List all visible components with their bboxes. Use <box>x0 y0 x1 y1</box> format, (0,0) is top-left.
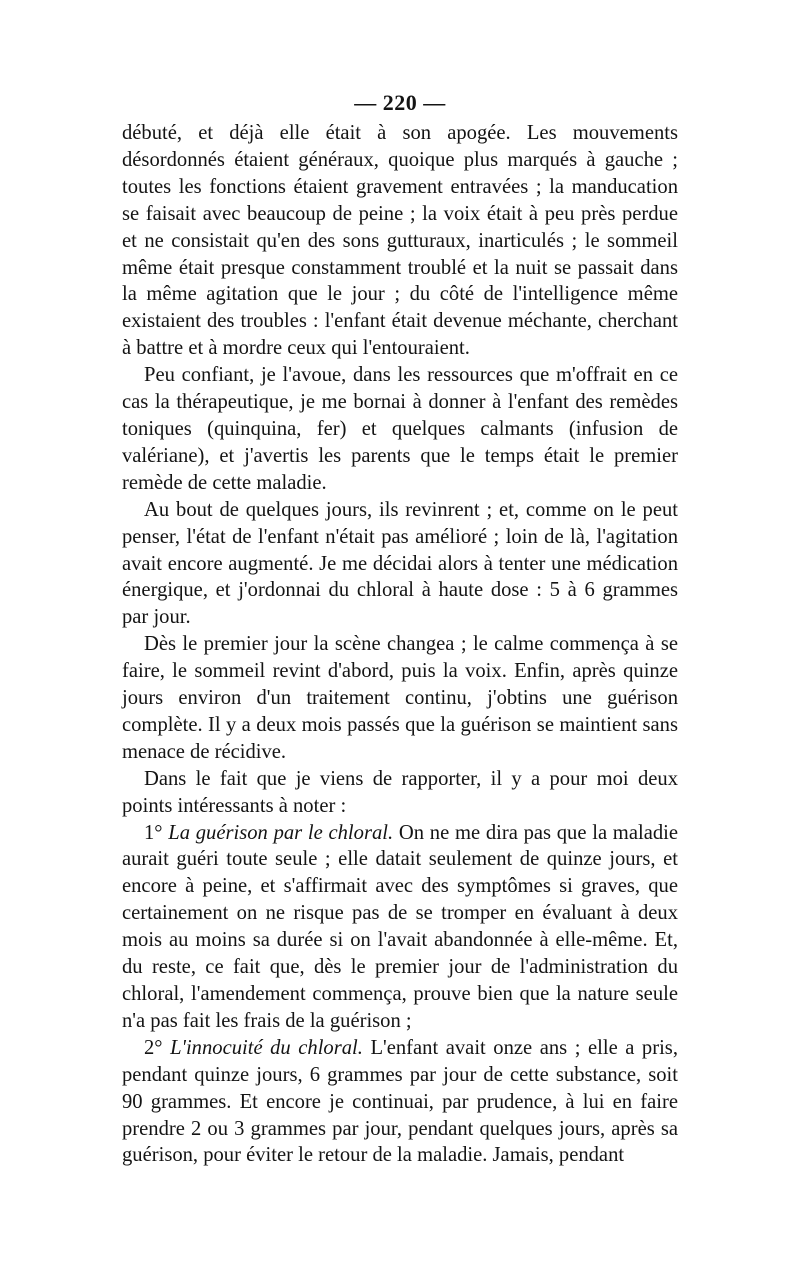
book-page <box>122 88 678 1169</box>
page-number: — 220 — <box>354 90 446 115</box>
point-1-text: On ne me dira pas que la maladie aurait guéri toute seule ; elle datait seulement de quinze jours, et encore à peine, et s'affirmait avec des symptômes si graves, que certainement on ne risque pas de se tromper en évaluant à deux mois au moins sa durée si on l'avait abandonnée à elle-même. Et, du reste, ce fait que, dès le premier jour de l'administration du chloral, l'amendement commença, prouve bien que la nature seule n'a pas fait les frais de la guérison ; <box>122 821 678 1032</box>
point-1-number: 1° <box>144 821 163 844</box>
paragraph-symptoms: débuté, et déjà elle était à son apogée. Les mouvements désordonnés étaient généraux, quoique plus marqués à gauche ; toutes les fonctions étaient gravement entravées ; la manducation se faisait avec beaucoup de peine ; la voix était à peu près perdue et ne consistait qu'en des sons gutturaux, inarticulés ; le sommeil même était presque constamment troublé et la nuit se passait dans la même agitation que le jour ; du côté de l'intelligence même existaient des troubles : l'enfant était devenue méchante, cherchant à battre et à mordre ceux qui l'entouraient. <box>122 122 678 360</box>
point-2-number: 2° <box>144 1036 163 1059</box>
paragraph-treatment: Peu confiant, je l'avoue, dans les ressources que m'offrait en ce cas la thérapeutique, je me bornai à donner à l'enfant des remèdes toniques (quinquina, fer) et quelques calmants (infusion de valériane), et j'avertis les parents que le temps était le premier remède de cette maladie. <box>122 364 678 494</box>
paragraph-points-intro: Dans le fait que je viens de rapporter, il y a pour moi deux points intéressants à noter : <box>122 767 678 817</box>
paragraph-recovery: Dès le premier jour la scène changea ; le calme commença à se faire, le sommeil revint d'abord, puis la voix. Enfin, après quinze jours environ d'un traitement continu, j'obtins une guérison complète. Il y a deux mois passés que la guérison se maintient sans menace de récidive. <box>122 633 678 763</box>
paragraph-chloral-dose: Au bout de quelques jours, ils revinrent ; et, comme on le peut penser, l'état de l'enfant n'était pas amélioré ; loin de là, l'agitation avait encore augmenté. Je me décidai alors à tenter une médication énergique, et j'ordonnai du chloral à haute dose : 5 à 6 grammes par jour. <box>122 498 678 629</box>
point-2-title: L'innocuité du chloral. <box>170 1036 363 1059</box>
point-1-title: La guérison par le chloral. <box>168 821 394 844</box>
point-2-text: L'enfant avait onze ans ; elle a pris, pendant quinze jours, 6 grammes par jour de cette substance, soit 90 grammes. Et encore je continuai, par prudence, à lui en faire prendre 2 ou 3 grammes par jour, pendant quelques jours, après sa guérison, pour éviter le retour de la maladie. Jamais, pendant <box>122 1036 678 1167</box>
point-2 <box>122 1035 678 1170</box>
point-1 <box>122 820 678 1035</box>
